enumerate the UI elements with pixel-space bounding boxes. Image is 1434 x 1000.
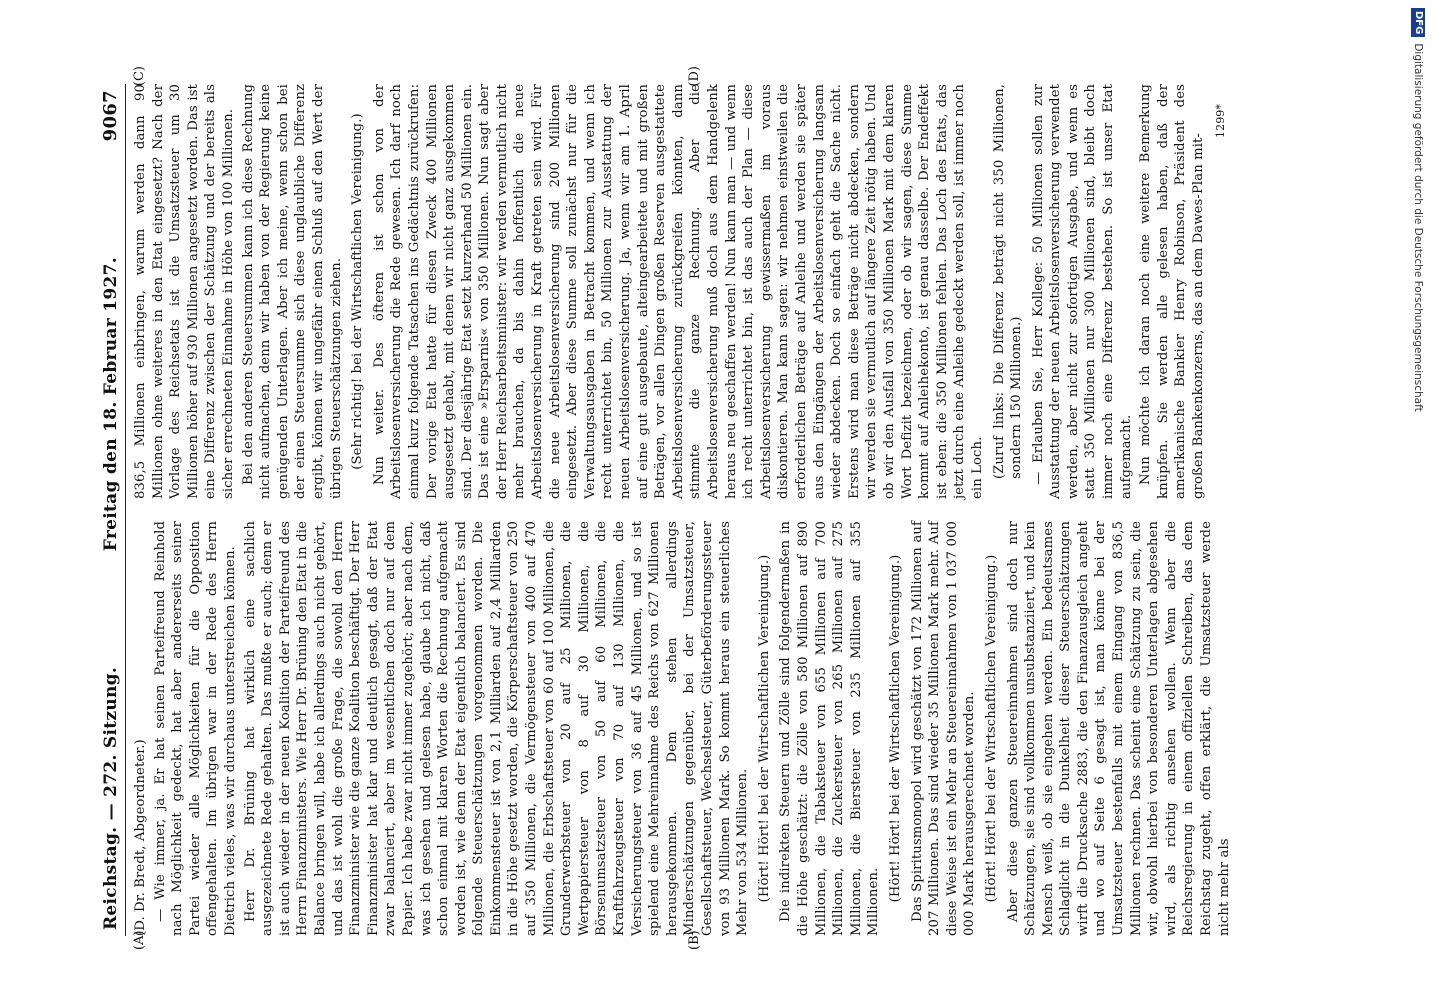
paragraph: Herr Dr. Brüning hat wirklich eine sachlich ausgezeichnete Rede gehalten. Das mußte er auch; denn er ist auch wieder in der neuen Koalition der Parteifreund des Herrn Finanzministers. Wie Herr Dr. Brüning den Etat in die Balance bringen will, habe ich allerdings auch nicht gehört, und das ist wohl die große Frage, die sowohl den Herrn Finanzminister wie die ganze Koalition beschäftigt. Der Herr Finanzminister hat klar und deutlich gesagt, daß der Etat zwar balanciert, aber im wesentlichen doch nur auf dem Papier. Ich habe zwar nicht immer zugehört; aber nach dem, was ich gesehen und gelesen habe, glaube ich nicht, daß schon einmal mit klaren Worten die Rechnung aufgemacht worden ist, wie denn der Etat eigentlich balanciert. Es sind folgende Steuerschätzungen vorgenommen worden. Die Einkommensteuer ist von 2,1 Milliarden auf 2,4 Milliarden in die Höhe gesetzt worden, die Körperschaftsteuer von 250 auf 350 Millionen, die Vermögensteuer von 400 auf 470 Millionen, die Erbschaftsteuer von 60 auf 100 Millionen, die Grunderwerbsteuer von 20 auf 25 Millionen, die Wertpapiersteuer von 8 auf 30 Millionen, die Börsenumsatzsteuer von 50 auf 60 Millionen, die Kraftfahrzeugsteuer von 70 auf 130 Millionen, die Versicherungsteuer von 36 auf 45 Millionen, und so ist spielend eine Mehreinnahme des Reichs von 627 Millionen herausgekommen. Dem stehen allerdings Minderschätzungen gegenüber, bei der Umsatzsteuer, Gesellschaftsteuer, Wechselsteuer, Güterbeförderungssteuer von 93 Millionen Mark. So kommt heraus ein steuerliches Mehr von 534 Millionen. [242,521,751,936]
speaker-line: (D. Dr. Bredt, Abgeordneter.) [133,739,148,936]
interjection: (Hört! Hört! bei der Wirtschaftlichen Vereinigung.) [887,554,903,903]
margin-marker-c: (C) [132,66,147,87]
paragraph: Das Spiritusmonopol wird geschätzt von 172 Millionen auf 207 Millionen. Das sind wieder 35 Millionen Mark mehr. Auf diese Weise ist ein Mehr an Steuereinnahmen von 1 037 000 000 Mark herausgerechnet worden. [909,521,978,936]
paragraph: Nun möchte ich daran noch eine weitere Bemerkung knüpfen. Sie werden alle gelesen haben, daß der amerikanische Bankier Henry Robinson, Präsident des großen Bankenkonzerns, das an dem Dawes-Plan mit- [1138,84,1207,499]
interjection: (Hört! Hört! bei der Wirtschaftlichen Vereinigung.) [756,554,772,903]
dfg-credit [1408,8,1428,998]
column-right [132,84,1235,499]
column-left [132,521,1235,936]
interjection: (Sehr richtig! bei der Wirtschaftlichen Vereinigung.) [350,113,366,470]
dfg-credit-strip [1408,8,1428,998]
paragraph: — Wie immer, ja. Er hat seinen Parteifreund Reinhold nach Möglichkeit gedeckt, hat aber andererseits seiner Partei wieder alle Möglichkeiten für die Opposition offengehalten. Im übrigen war in der Rede des Herrn Dietrich vieles, was wir durchaus unterstreichen können. [152,521,238,936]
paragraph: — Erlauben Sie, Herr Kollege: 50 Millionen sollen zur Ausstattung der neuen Arbeitslosenversicherung verwendet werden, aber nicht zur sofortigen Ausgabe, und wenn es statt 350 Millionen nur 300 Millionen sind, bleibt doch immer noch eine Differenz bestehen. So ist unser Etat aufgemacht. [1030,84,1134,499]
header-center: Freitag den 18. Februar 1927. [101,257,121,552]
margin-marker-b: (B) [687,930,702,950]
margin-marker-d: (D) [687,66,702,87]
dfg-logo-icon: DFG [1411,8,1425,37]
signature-mark: 1299* [1213,104,1227,138]
page-header [100,84,126,936]
paragraph: Aber diese ganzen Steuereinnahmen sind doch nur Schätzungen, sie sind vollkommen unsubstanziiert, und kein Mensch weiß, ob sie eingehen werden. Ein bedeutsames Schlaglicht in die Dunkelheit dieser Steuerschätzungen wirft die Drucksache 2883, die den Finanzausgleich angeht und wo auf Seite 6 gesagt ist, man könne bei der Umsatzsteuer bestenfalls mit einem Eingang von 836,5 Millionen rechnen. Das scheint eine Schätzung zu sein, die wir, obwohl hierbei von besonderen Unterlagen abgesehen wird, als richtig ansehen wollen. Wenn aber die Reichsregierung in einem offiziellen Schreiben, das dem Reichstag zugeht, offen erklärt, die Umsatzsteuer werde nicht mehr als [1005,521,1232,936]
rotated-page-frame [90,66,1350,950]
interjection: (Zuruf links: Die Differenz beträgt nicht 350 Millionen, sondern 150 Millionen.) [991,84,1025,479]
paragraph: Bei den anderen Steuersummen kann ich diese Rechnung nicht aufmachen, denn wir haben von der Regierung keine genügenden Unterlagen. Aber ich meine, wenn schon bei der einen Steuersumme sich diese unglaubliche Differenz ergibt, können wir ungefähr einen Schluß auf den Wert der übrigen Steuerschätzungen ziehen. [240,84,344,499]
paragraph: 836,5 Millionen einbringen, warum werden dann 90 Millionen ohne weiteres in den Etat eingesetzt? Nach der Vorlage des Reichsetats ist die Umsatzsteuer um 30 Millionen höher auf 930 Millionen angesetzt worden. Das ist eine Differenz zwischen der Schätzung und der bereits als sicher errechneten Einnahme in Höhe von 100 Millionen. [133,84,236,499]
document-page [90,66,1350,950]
text-columns [132,66,1235,950]
interjection: (Hört! Hört! bei der Wirtschaftlichen Vereinigung.) [983,554,999,903]
paragraph: Nun weiter. Des öfteren ist schon von der Arbeitslosenversicherung die Rede gewesen. Ich darf noch einmal kurz folgende Tatsachen ins Gedächtnis zurückrufen: Der vorige Etat hatte für diesen Zweck 400 Millionen ausgesetzt gehabt, mit denen wir nicht ganz ausgekommen sind. Der diesjährige Etat setzt kurzerhand 50 Millionen ein. Das ist eine »Ersparnis« von 350 Millionen. Nun sagt aber der Herr Reichsarbeitsminister: wir werden vermutlich nicht mehr brauchen, da bis dahin hoffentlich die neue Arbeitslosenversicherung in Kraft getreten sein wird. Für die neue Arbeitslosenversicherung sind 200 Millionen eingesetzt. Aber diese Summe soll zunächst nur für die Verwaltungsausgaben in Betracht kommen, und wenn ich recht unterrichtet bin, 50 Millionen zur Ausstattung der neuen Arbeitslosenversicherung. Ja, wenn wir am 1. April auf eine gut ausgebaute, alteingearbeitete und mit großen Beträgen, vor allen Dingen großen Reserven ausgestattete Arbeitslosenversicherung zurückgreifen könnten, dann stimmte die ganze Rechnung. Aber die Arbeitslosenversicherung muß doch aus dem Handgelenk heraus neu geschaffen werden! Nun kann man — und wenn ich recht unterrichtet bin, ist das auch der Plan — diese Arbeitslosenversicherung gewissermaßen im voraus diskontieren. Man kann sagen: wir nehmen einstweilen die erforderlichen Beträge auf Anleihe und werden sie später aus den Eingängen der Arbeitslosenversicherung langsam wieder abdecken. Doch so einfach geht die Sache nicht. Erstens wird man diese Beträge nicht abdecken, sondern wir werden sie vermutlich auf längere Zeit nötig haben. Und ob wir den Ausfall von 350 Millionen Mark mit dem klaren Wort Defizit bezeichnen, oder ob wir sagen, diese Summe kommt auf Anleihekonto, ist genau dasselbe. Der Endeffekt ist eben: die 350 Millionen fehlen. Das Loch des Etats, das jetzt durch eine Anleihe gedeckt werden soll, ist immer noch ein Loch. [371,84,985,499]
page-number: 9067 [100,90,121,142]
header-left: Reichstag. — 272. Sitzung. [101,666,121,930]
margin-marker-a: (A) [132,930,147,950]
dfg-credit-text: Digitalisierung gefördert durch die Deutsche Forschungsgemeinschaft [1412,43,1424,412]
paragraph: Die indirekten Steuern und Zölle sind folgendermaßen in die Höhe geschätzt: die Zölle von 580 Millionen auf 890 Millionen, die Tabaksteuer von 655 Millionen auf 700 Millionen, die Zuckersteuer von 265 Millionen auf 275 Millionen, die Biersteuer von 235 Millionen auf 355 Millionen. [778,521,882,936]
